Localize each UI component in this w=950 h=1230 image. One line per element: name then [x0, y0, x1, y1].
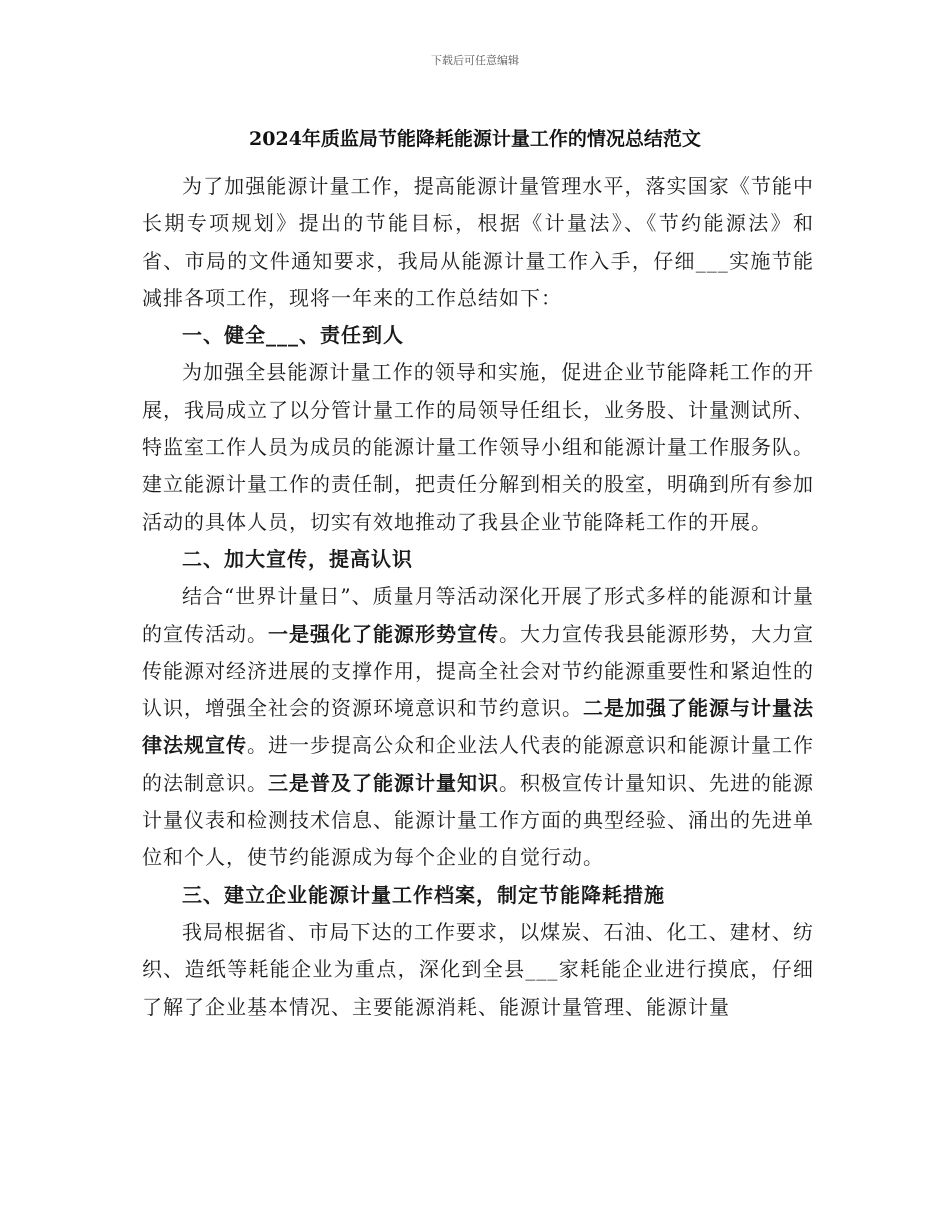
- intro-paragraph: 为了加强能源计量工作，提高能源计量管理水平，落实国家《节能中长期专项规划》提出的节能目标，根据《计量法》、《节约能源法》和省、市局的文件通知要求，我局从能源计量工作入手，仔细___实施节能减排各项工作，现将一年来的工作总结如下：: [142, 174, 814, 310]
- section-2-text-2: 。大力宣传我县能源形势，大力宣传能源对经济进展的支撑作用，提高全社会对节约能源重要性和紧迫性的认识，增强全社会的资源环境意识和节约意识。: [142, 621, 814, 721]
- document-body: [142, 168, 814, 1026]
- section-2-bold-1: 一是强化了能源形势宣传: [268, 621, 499, 646]
- section-2-paragraph: [142, 578, 814, 876]
- section-2-text-4: 。积极宣传计量知识、先进的能源计量仪表和检测技术信息、能源计量工作方面的典型经验、涌出的先进单位和个人，使节约能源成为每个企业的自觉行动。: [142, 770, 814, 870]
- section-2-text-1: 结合“世界计量日”、质量月等活动深化开展了形式多样的能源和计量的宣传活动。: [142, 584, 814, 646]
- section-1-paragraph: 为加强全县能源计量工作的领导和实施，促进企业节能降耗工作的开展，我局成立了以分管计量工作的局领导任组长，业务股、计量测试所、特监室工作人员为成员的能源计量工作领导小组和能源计量工作服务队。建立能源计量工作的责任制，把责任分解到相关的股室，明确到所有参加活动的具体人员，切实有效地推动了我县企业节能降耗工作的开展。: [142, 360, 814, 534]
- section-2-bold-3: 三是普及了能源计量知识: [268, 770, 499, 795]
- section-1-heading: 一、健全___、责任到人: [182, 323, 404, 348]
- section-2-text-3: 。进一步提高公众和企业法人代表的能源意识和能源计量工作的法制意识。: [142, 733, 814, 795]
- section-3-paragraph: 我局根据省、市局下达的工作要求，以煤炭、石油、化工、建材、纺织、造纸等耗能企业为重点，深化到全县___家耗能企业进行摸底，仔细了解了企业基本情况、主要能源消耗、能源计量管理、能源计量: [142, 919, 814, 1019]
- section-2-heading: 二、加大宣传，提高认识: [182, 546, 413, 571]
- section-3-heading: 三、建立企业能源计量工作档案，制定节能降耗措施: [182, 882, 665, 907]
- document-title: 2024年质监局节能降耗能源计量工作的情况总结范文: [249, 128, 701, 150]
- page-header-note: 下载后可任意编辑: [431, 54, 519, 67]
- section-2-bold-2: 二是加强了能源与计量法律法规宣传: [142, 696, 814, 758]
